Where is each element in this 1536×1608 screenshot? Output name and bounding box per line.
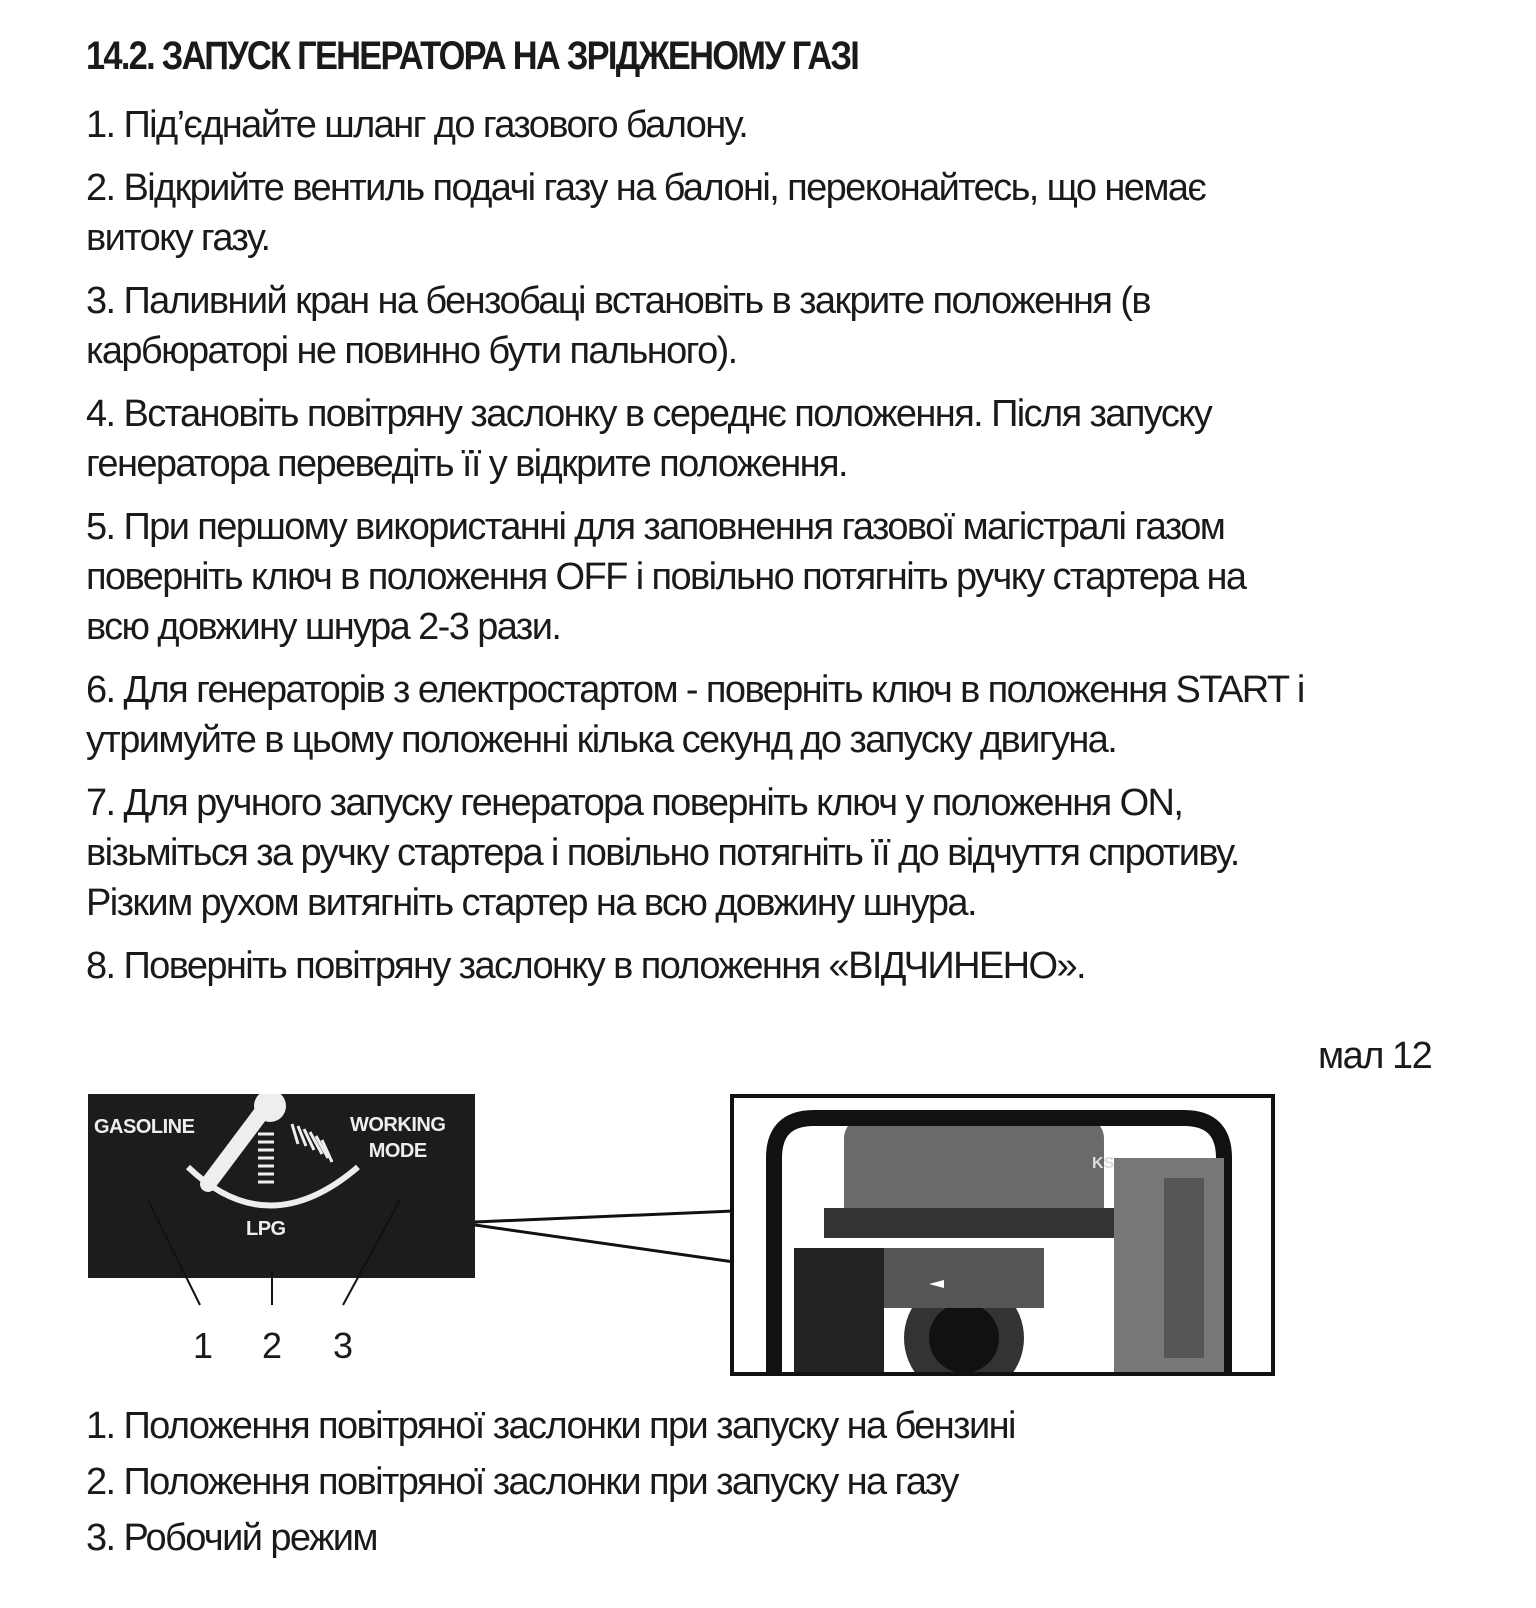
generator-illustration [734, 1098, 1275, 1376]
step-line: утримуйте в цьому положенні кілька секунд до запуску двигуна. [86, 719, 1117, 761]
figure-label: мал 12 [1318, 1035, 1432, 1077]
step-line: візьміться за ручку стартера і повільно потягніть її до відчуття спротиву. [86, 832, 1239, 874]
instruction-steps [86, 100, 1486, 1004]
step-1 [86, 100, 1486, 150]
legend-item: 1. Положення повітряної заслонки при запуску на бензині [86, 1405, 1015, 1447]
step-line: генератора переведіть її у відкрите положення. [86, 443, 847, 485]
step-7 [86, 778, 1486, 928]
step-3 [86, 276, 1486, 376]
step-line: витоку газу. [86, 217, 270, 259]
working-label-line1: WORKING [350, 1114, 446, 1136]
lpg-label: LPG [246, 1218, 286, 1240]
generator-photo [730, 1094, 1275, 1376]
brand-logo: KS [1092, 1155, 1115, 1172]
step-8 [86, 941, 1486, 991]
step-line: 5. При першому використанні для заповнення газової магістралі газом [86, 506, 1225, 548]
callout-2: 2 [262, 1325, 283, 1366]
working-mode-label [350, 1112, 445, 1164]
step-line: Різким рухом витягніть стартер на всю довжину шнура. [86, 882, 976, 924]
section-title: 14.2. ЗАПУСК ГЕНЕРАТОРА НА ЗРІДЖЕНОМУ ГАЗІ [86, 34, 859, 78]
figure-legend [86, 1398, 1015, 1566]
step-5 [86, 502, 1486, 652]
step-line: 4. Встановіть повітряну заслонку в середнє положення. Після запуску [86, 393, 1212, 435]
legend-item: 2. Положення повітряної заслонки при запуску на газу [86, 1461, 958, 1503]
step-6 [86, 665, 1486, 765]
step-2 [86, 163, 1486, 263]
legend-item: 3. Робочий режим [86, 1517, 377, 1559]
step-line: 6. Для генераторів з електростартом - поверніть ключ в положення START і [86, 669, 1304, 711]
step-line: 7. Для ручного запуску генератора поверніть ключ у положення ON, [86, 782, 1183, 824]
step-line: карбюраторі не повинно бути пального). [86, 330, 737, 372]
step-line: 8. Поверніть повітряну заслонку в положення «ВІДЧИНЕНО». [86, 945, 1085, 987]
callout-1: 1 [193, 1325, 214, 1366]
step-4 [86, 389, 1486, 489]
step-line: 1. Під’єднайте шланг до газового балону. [86, 104, 748, 146]
working-label-line2: MODE [368, 1140, 427, 1162]
choke-position-panel [88, 1094, 475, 1278]
step-line: 3. Паливний кран на бензобаці встановіть в закрите положення (в [86, 280, 1150, 322]
gasoline-label: GASOLINE [94, 1116, 195, 1138]
step-line: поверніть ключ в положення OFF і повільно потягніть ручку стартера на [86, 556, 1246, 598]
step-line: всю довжину шнура 2-3 рази. [86, 606, 561, 648]
step-line: 2. Відкрийте вентиль подачі газу на балоні, переконайтесь, що немає [86, 167, 1206, 209]
callout-3: 3 [333, 1325, 354, 1366]
